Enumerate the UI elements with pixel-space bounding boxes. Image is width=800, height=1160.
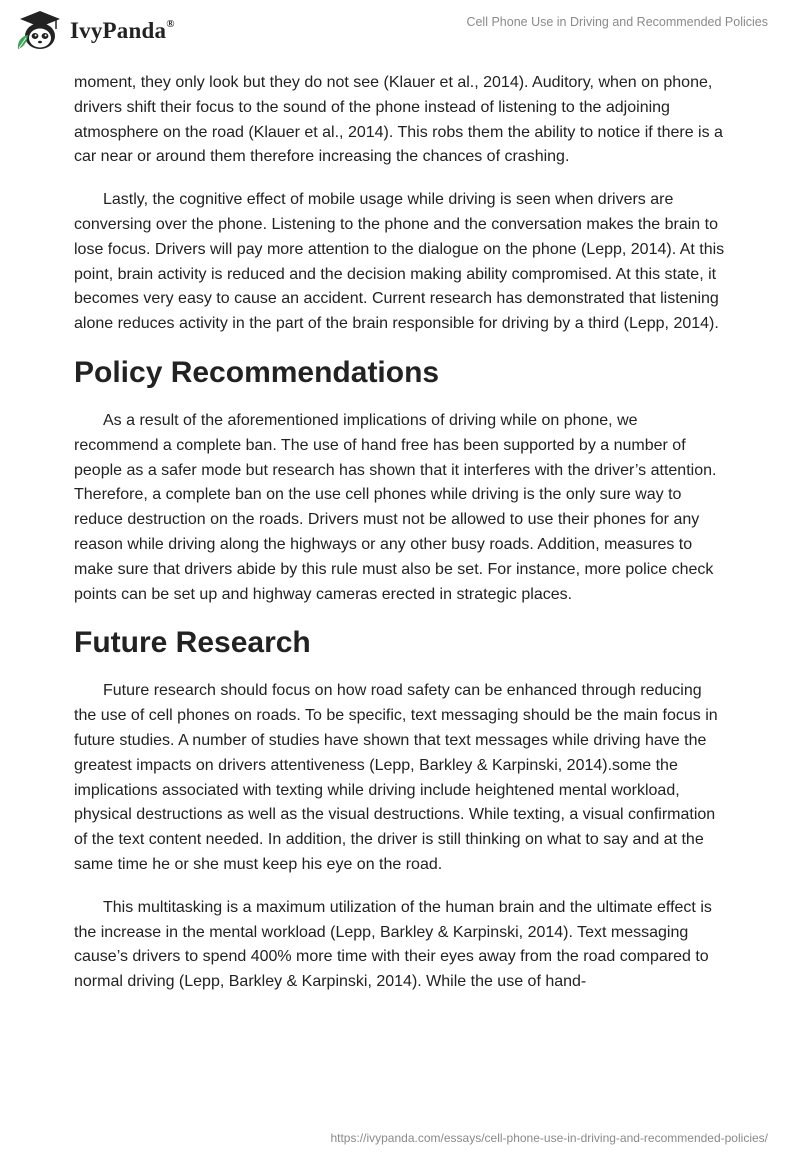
paragraph-multitasking: This multitasking is a maximum utilization of the human brain and the ultimate effect is the increase in the mental workload (Lepp, Barkley & Karpinski, 2014). Text messaging cause’s drivers to spend 400% more time with their eyes away from the road compared to normal driving (Lepp, Barkley & Karpinski, 2014). While the use of hand- — [74, 898, 712, 991]
paragraph-cognitive-effect: Lastly, the cognitive effect of mobile usage while driving is seen when drivers are conversing over the phone. Listening to the phone and the conversation makes the brain to lose focus. Drivers will pay more attention to the dialogue on the phone (Lepp, 2014). At this point, brain activity is reduced and the decision making ability compromised. At this state, it becomes very easy to cause an accident. Current research has demonstrated that listening alone reduces activity in the part of the brain responsible for driving by a third (Lepp, 2014). — [74, 191, 725, 333]
page-header — [0, 0, 800, 70]
panda-graduate-icon — [14, 9, 62, 53]
heading-future-research: Future Research — [74, 626, 311, 660]
document-title: Cell Phone Use in Driving and Recommended Policies — [466, 15, 768, 29]
ivypanda-logo[interactable] — [14, 9, 175, 53]
source-url[interactable]: https://ivypanda.com/essays/cell-phone-use-in-driving-and-recommended-policies/ — [330, 1131, 768, 1145]
brand-name — [70, 18, 175, 44]
heading-policy-recommendations: Policy Recommendations — [74, 355, 440, 389]
paragraph-future-research: Future research should focus on how road safety can be enhanced through reducing the use of cell phones on roads. To be specific, text messaging should be the main focus in future studies. A number of studies have shown that text messages while driving have the greatest impacts on drivers attentiveness (Lepp, Barkley & Karpinski, 2014).some the implications associated with texting while driving include heightened mental workload, physical destructions as well as the visual destructions. While texting, a visual confirmation of the text content needed. In addition, the driver is still thinking on what to say and at the same time he or she must keep his eye on the road. — [74, 682, 718, 873]
essay-body — [74, 71, 726, 1013]
brand-text: IvyPanda — [70, 18, 167, 43]
paragraph-continued: moment, they only look but they do not see (Klauer et al., 2014). Auditory, when on phone, drivers shift their focus to the sound of the phone instead of listening to the adjoining atmosphere on the road (Klauer et al., 2014). This robs them the ability to notice if there is a car near or around them therefore increasing the chances of crashing. — [74, 74, 723, 166]
registered-mark: ® — [166, 18, 175, 31]
paragraph-policy: As a result of the aforementioned implications of driving while on phone, we recommend a complete ban. The use of hand free has been supported by a number of people as a safer mode but research has shown that it interferes with the driver’s attention. Therefore, a complete ban on the use cell phones while driving is the only sure way to reduce destruction on the roads. Drivers must not be allowed to use their phones for any reason while driving along the highways or any other busy roads. Addition, measures to make sure that drivers abide by this rule must also be set. For instance, more police check points can be set up and highway cameras erected in strategic places. — [74, 411, 717, 603]
